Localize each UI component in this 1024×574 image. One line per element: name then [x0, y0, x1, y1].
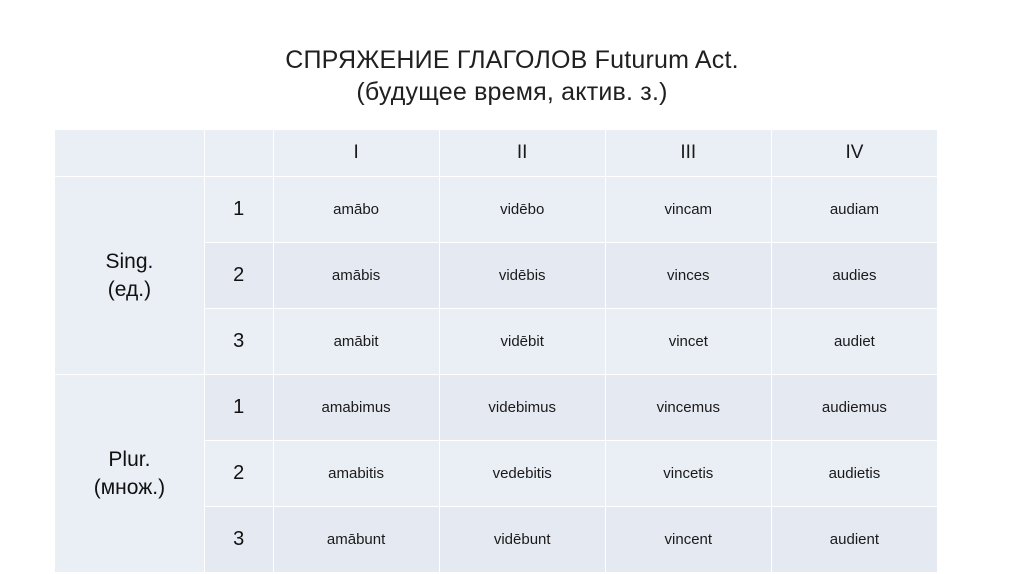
group-label-singular-line2: (ед.)	[107, 277, 152, 301]
verb-form: vidēbit	[439, 309, 605, 375]
verb-form: vincam	[605, 177, 771, 243]
header-col-2: II	[439, 130, 605, 177]
verb-form: amābis	[273, 243, 439, 309]
person-number: 2	[204, 441, 273, 507]
verb-form: amabitis	[273, 441, 439, 507]
table-row	[55, 177, 938, 243]
header-col-3: III	[605, 130, 771, 177]
title-line-2: (будущее время, актив. з.)	[356, 78, 668, 106]
verb-form: vidēbo	[439, 177, 605, 243]
page-title	[0, 0, 1024, 108]
verb-form: vinces	[605, 243, 771, 309]
verb-form: audient	[771, 507, 937, 573]
header-number-blank	[204, 130, 273, 177]
verb-form: vidēbunt	[439, 507, 605, 573]
group-label-singular-line1: Sing.	[105, 250, 154, 274]
verb-form: vincemus	[605, 375, 771, 441]
person-number: 3	[204, 507, 273, 573]
title-line-1: СПРЯЖЕНИЕ ГЛАГОЛОВ Futurum Act.	[285, 46, 739, 74]
person-number: 3	[204, 309, 273, 375]
person-number: 2	[204, 243, 273, 309]
verb-form: vincetis	[605, 441, 771, 507]
table-header-row	[55, 130, 938, 177]
verb-form: vincet	[605, 309, 771, 375]
verb-form: audiet	[771, 309, 937, 375]
verb-form: audies	[771, 243, 937, 309]
verb-form: audiam	[771, 177, 937, 243]
group-label-plural-line2: (множ.)	[93, 475, 166, 499]
group-label-plural	[55, 375, 205, 573]
group-label-singular	[55, 177, 205, 375]
verb-form: audiemus	[771, 375, 937, 441]
verb-form: amābo	[273, 177, 439, 243]
conjugation-table-wrapper	[54, 129, 970, 573]
verb-form: amābit	[273, 309, 439, 375]
conjugation-table	[54, 129, 938, 573]
table-row	[55, 375, 938, 441]
verb-form: vincent	[605, 507, 771, 573]
verb-form: amābunt	[273, 507, 439, 573]
group-label-plural-line1: Plur.	[108, 448, 151, 472]
verb-form: audietis	[771, 441, 937, 507]
header-col-1: I	[273, 130, 439, 177]
verb-form: videbimus	[439, 375, 605, 441]
verb-form: amabimus	[273, 375, 439, 441]
header-col-4: IV	[771, 130, 937, 177]
person-number: 1	[204, 177, 273, 243]
verb-form: vidēbis	[439, 243, 605, 309]
verb-form: vedebitis	[439, 441, 605, 507]
person-number: 1	[204, 375, 273, 441]
header-corner-label	[55, 130, 205, 177]
